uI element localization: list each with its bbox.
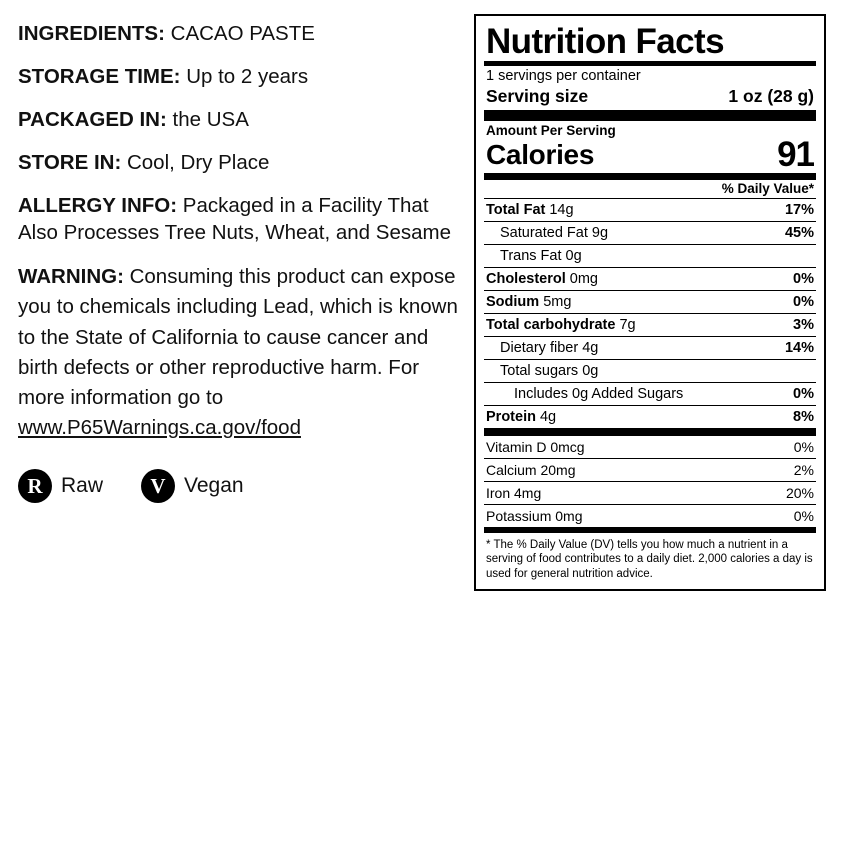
nutrient-name: Cholesterol <box>486 270 566 287</box>
raw-icon: R <box>18 469 52 503</box>
nutrient-pct: 8% <box>793 408 814 425</box>
info-value: the USA <box>166 108 249 132</box>
divider <box>484 110 816 121</box>
nutrient-pct: 17% <box>784 201 814 218</box>
info-label: PACKAGED IN: <box>18 108 167 132</box>
info-line-store-in <box>18 149 470 176</box>
nutrient-pct: 0% <box>793 293 814 310</box>
certification-badges <box>18 469 470 503</box>
info-line-allergy-info <box>18 192 470 246</box>
nutrient-name: Protein <box>486 408 536 425</box>
nutrient-amount: 4g <box>535 408 557 425</box>
calories-label: Calories <box>486 138 595 170</box>
table-row <box>484 199 816 222</box>
warning-label: WARNING: <box>18 265 124 289</box>
nutrient-name: Sodium <box>486 293 540 310</box>
daily-value-footnote: * The % Daily Value (DV) tells you how much a nutrient in a serving of food contributes to a daily diet. 2,000 calories a day is used for general nutrition advice. <box>486 538 813 580</box>
vitamin-name: Iron 4mg <box>486 484 542 501</box>
product-info-column <box>18 20 470 503</box>
calories-row <box>484 134 816 174</box>
serving-size-row <box>484 85 816 110</box>
vitamin-pct: 0% <box>793 438 814 455</box>
nutrient-name: Total Fat <box>486 201 546 218</box>
badge-label: Raw <box>61 474 104 498</box>
nutrient-amount: 0mg <box>565 270 599 287</box>
nutrient-pct: 0% <box>793 385 814 402</box>
nutrient-pct: 45% <box>784 224 814 241</box>
table-row <box>484 291 816 314</box>
divider <box>484 173 816 180</box>
table-row <box>484 505 816 528</box>
badge-raw <box>18 469 103 503</box>
vegan-icon: V <box>141 469 175 503</box>
table-row <box>484 436 816 459</box>
divider <box>484 429 816 436</box>
table-row <box>484 337 816 360</box>
badge-label: Vegan <box>184 474 244 498</box>
table-row <box>484 268 816 291</box>
amount-per-serving-label: Amount Per Serving <box>486 122 616 138</box>
nutrient-pct: 0% <box>793 270 814 287</box>
info-line-packaged-in <box>18 106 470 133</box>
table-row <box>484 222 816 245</box>
table-row <box>484 406 816 429</box>
info-label: STORE IN: <box>18 151 122 175</box>
table-row <box>484 459 816 482</box>
info-value: CACAO PASTE <box>164 22 315 45</box>
info-label: ALLERGY INFO: <box>18 194 178 218</box>
nutrient-name: Dietary fiber 4g <box>500 339 599 356</box>
info-value: Cool, Dry Place <box>121 151 270 175</box>
nutrient-pct: 14% <box>784 339 814 356</box>
nutrient-amount: 14g <box>545 201 574 218</box>
info-value: Packaged in a Facility That Also Processes Tree Nuts, Wheat, and Sesame <box>18 194 451 245</box>
nutrition-facts-panel <box>474 14 826 591</box>
info-value: Up to 2 years <box>180 65 309 89</box>
nutrient-name: Includes 0g Added Sugars <box>514 385 684 402</box>
nutrition-facts-title: Nutrition Facts <box>486 22 724 61</box>
servings-per-container: 1 servings per container <box>486 67 641 84</box>
vitamin-name: Potassium 0mg <box>486 507 583 524</box>
table-row <box>484 482 816 505</box>
serving-size-label: Serving size <box>486 85 589 106</box>
daily-value-header: % Daily Value* <box>721 180 814 196</box>
vitamin-name: Vitamin D 0mcg <box>486 438 585 455</box>
info-line-storage-time <box>18 63 470 90</box>
vitamin-pct: 0% <box>793 507 814 524</box>
vitamin-pct: 20% <box>785 484 814 501</box>
info-label: STORAGE TIME: <box>18 65 181 89</box>
table-row <box>484 383 816 406</box>
nutrient-name: Total carbohydrate <box>486 316 616 333</box>
vitamin-name: Calcium 20mg <box>486 461 576 478</box>
vitamin-pct: 2% <box>793 461 814 478</box>
table-row <box>484 245 816 268</box>
prop65-warning <box>18 262 470 443</box>
vitamin-rows <box>484 436 816 528</box>
nutrient-name: Total sugars 0g <box>500 362 599 379</box>
nutrient-name: Trans Fat 0g <box>500 247 582 264</box>
nutrient-rows <box>484 199 816 429</box>
nutrient-amount: 7g <box>615 316 636 333</box>
nutrient-pct: 3% <box>793 316 814 333</box>
nutrient-name: Saturated Fat 9g <box>500 224 609 241</box>
prop65-warning-link[interactable]: www.P65Warnings.ca.gov/food <box>18 415 301 439</box>
warning-text: Consuming this product can expose you to chemicals including Lead, which is known to the State of California to cause cancer and birth defects or other reproductive harm. For more information go to <box>18 265 458 409</box>
nutrient-amount: 5mg <box>539 293 572 310</box>
calories-value: 91 <box>777 134 814 174</box>
badge-vegan <box>141 469 244 503</box>
table-row <box>484 314 816 337</box>
info-line-ingredients <box>18 20 470 47</box>
table-row <box>484 360 816 383</box>
serving-size-value: 1 oz (28 g) <box>728 85 814 106</box>
info-label: INGREDIENTS: <box>18 22 165 45</box>
